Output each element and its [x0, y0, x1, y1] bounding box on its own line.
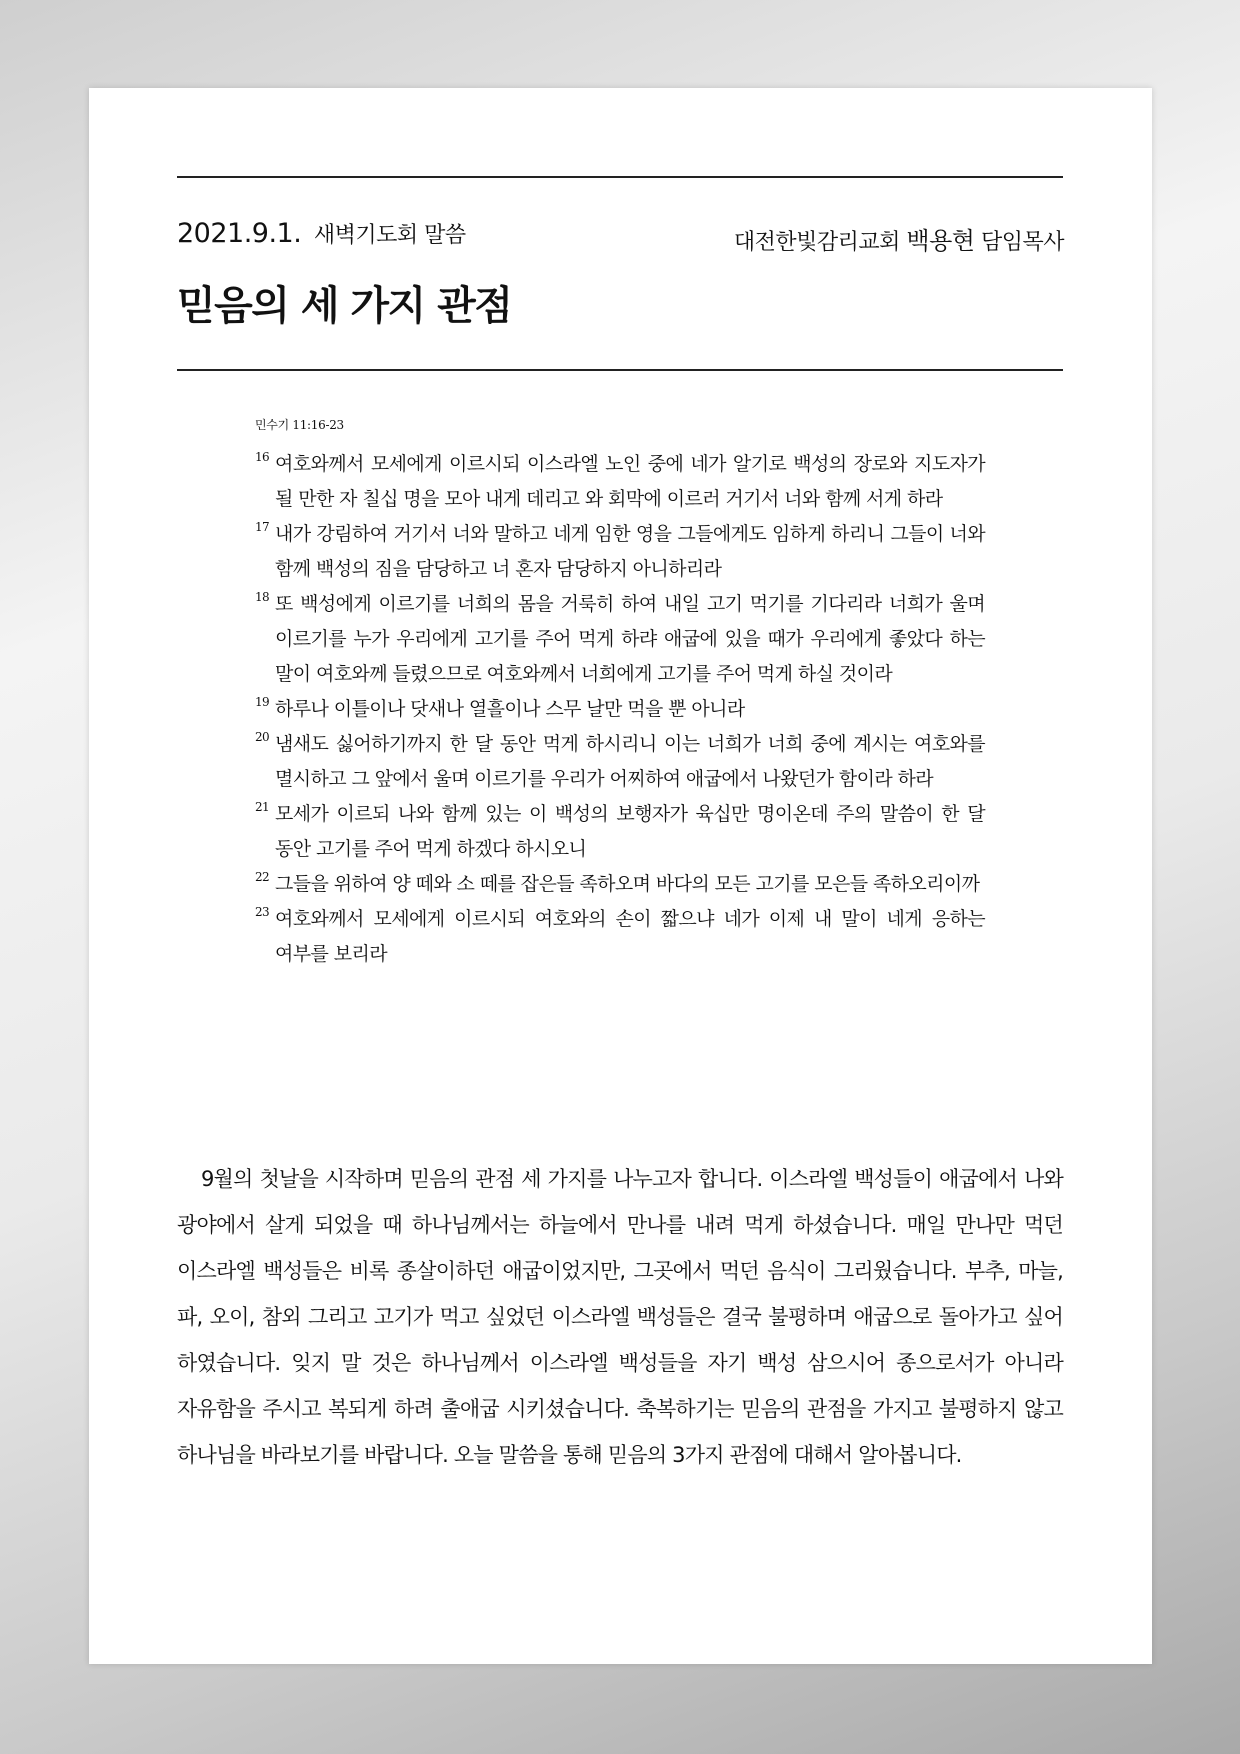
pastor-title: 담임목사 [980, 230, 1064, 255]
verse-number: 19 [255, 695, 270, 709]
verse-number: 16 [255, 450, 270, 464]
verse [255, 797, 985, 867]
service-name: 새벽기도회 말씀 [313, 223, 466, 248]
verse-number: 21 [255, 800, 270, 814]
sermon-date: 2021.9.1. [177, 218, 302, 249]
verse-number: 20 [255, 730, 270, 744]
verse [255, 727, 985, 797]
verse-number: 18 [255, 590, 270, 604]
verse [255, 587, 985, 692]
scripture-reference: 민수기 11:16-23 [255, 418, 344, 432]
verse-text: 여호와께서 모세에게 이르시되 이스라엘 노인 중에 네가 알기로 백성의 장로와 지도자가 될 만한 자 칠십 명을 모아 내게 데리고 와 회막에 이르러 거기서 너와 함께 서게 하라 [275, 453, 985, 510]
verse [255, 692, 985, 727]
verse [255, 902, 985, 972]
verse-text: 여호와께서 모세에게 이르시되 여호와의 손이 짧으냐 네가 이제 내 말이 네게 응하는 여부를 보리라 [275, 908, 985, 965]
sermon-title: 믿음의 세 가지 관점 [177, 283, 512, 329]
header-date-service [177, 218, 466, 249]
scripture-passage [255, 416, 985, 972]
verse-text: 내가 강림하여 거기서 너와 말하고 네게 임한 영을 그들에게도 임하게 하리니 그들이 너와 함께 백성의 짐을 담당하고 너 혼자 담당하지 아니하리라 [275, 523, 985, 580]
verse-text: 냄새도 싫어하기까지 한 달 동안 먹게 하시리니 이는 너희가 너희 중에 계시는 여호와를 멸시하고 그 앞에서 울며 이르기를 우리가 어찌하여 애굽에서 나왔던가 함이라 하라 [275, 733, 985, 790]
verse-text: 하루나 이틀이나 닷새나 열흘이나 스무 날만 먹을 뿐 아니라 [275, 698, 745, 720]
verse-number: 22 [255, 870, 270, 884]
verse-number: 23 [255, 905, 270, 919]
header-church-pastor [734, 221, 1064, 256]
title-divider [177, 369, 1063, 371]
verse-text: 또 백성에게 이르기를 너희의 몸을 거룩히 하여 내일 고기 먹기를 기다리라 너희가 울며 이르기를 누가 우리에게 고기를 주어 먹게 하랴 애굽에 있을 때가 우리에게 좋았다 하는 말이 여호와께 들렸으므로 여호와께서 너희에게 고기를 주어 먹게 하실 것이라 [275, 593, 985, 685]
church-name: 대전한빛감리교회 [733, 230, 900, 255]
document-page [89, 88, 1152, 1664]
verse-number: 17 [255, 520, 270, 534]
verse [255, 447, 985, 517]
verse [255, 517, 985, 587]
pastor-name: 백용현 [906, 227, 975, 255]
verse-text: 모세가 이르되 나와 함께 있는 이 백성의 보행자가 육십만 명이온데 주의 말씀이 한 달 동안 고기를 주어 먹게 하겠다 하시오니 [275, 803, 985, 860]
verse [255, 867, 985, 902]
top-divider [177, 176, 1063, 178]
verse-text: 그들을 위하여 양 떼와 소 떼를 잡은들 족하오며 바다의 모든 고기를 모은들 족하오리이까 [275, 873, 980, 895]
sermon-body-paragraph: 9월의 첫날을 시작하며 믿음의 관점 세 가지를 나누고자 합니다. 이스라엘 백성들이 애굽에서 나와 광야에서 살게 되었을 때 하나님께서는 하늘에서 만나를 내려 먹게 하셨습니다. 매일 만나만 먹던 이스라엘 백성들은 비록 종살이하던 애굽이었지만, 그곳에서 먹던 음식이 그리웠습니다. 부추, 마늘, 파, 오이, 참외 그리고 고기가 먹고 싶었던 이스라엘 백성들은 결국 불평하며 애굽으로 돌아가고 싶어 하였습니다. 잊지 말 것은 하나님께서 이스라엘 백성들을 자기 백성 삼으시어 종으로서가 아니라 자유함을 주시고 복되게 하려 출애굽 시키셨습니다. 축복하기는 믿음의 관점을 가지고 불평하지 않고 하나님을 바라보기를 바랍니다. 오늘 말씀을 통해 믿음의 3가지 관점에 대해서 알아봅니다. [177, 1167, 1063, 1467]
